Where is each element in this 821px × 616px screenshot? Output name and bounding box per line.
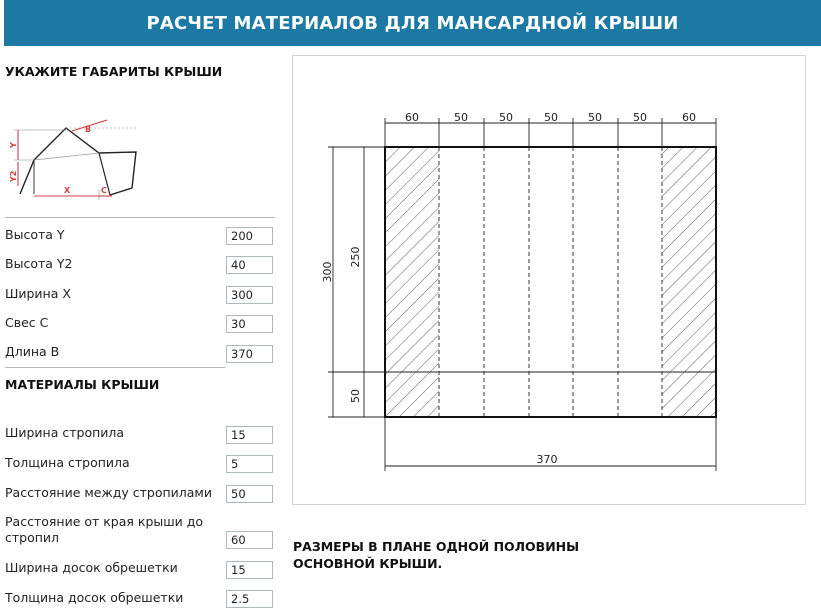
materials-section-title: МАТЕРИАЛЫ КРЫШИ bbox=[5, 377, 160, 392]
top-dim-label: 60 bbox=[682, 111, 696, 124]
rafter-width-input[interactable] bbox=[226, 426, 273, 444]
top-dim-label: 60 bbox=[405, 111, 419, 124]
page-title: РАСЧЕТ МАТЕРИАЛОВ ДЛЯ МАНСАРДНОЙ КРЫШИ bbox=[146, 12, 679, 34]
height-y-label: Высота Y bbox=[5, 227, 65, 242]
roof-profile-diagram bbox=[4, 118, 154, 203]
batten-width-label: Ширина досок обрешетки bbox=[5, 560, 178, 575]
overhang-c-label: Свес C bbox=[5, 315, 49, 330]
top-dim-label: 50 bbox=[454, 111, 468, 124]
plan-caption bbox=[293, 538, 579, 572]
diagram-label-b: B bbox=[85, 125, 92, 134]
length-b-label: Длина B bbox=[5, 344, 60, 359]
height-y2-input[interactable] bbox=[226, 256, 273, 274]
top-dim-label: 50 bbox=[499, 111, 513, 124]
height-y-input[interactable] bbox=[226, 227, 273, 245]
diagram-label-c: C bbox=[101, 186, 107, 195]
diagram-label-x: X bbox=[64, 186, 71, 195]
batten-width-input[interactable] bbox=[226, 561, 273, 579]
top-dim-label: 50 bbox=[633, 111, 647, 124]
width-x-input[interactable] bbox=[226, 286, 273, 304]
batten-thickness-input[interactable] bbox=[226, 590, 273, 608]
bottom-dim-label: 370 bbox=[536, 453, 558, 466]
diagram-label-y: Y bbox=[9, 142, 18, 148]
divider bbox=[5, 367, 225, 368]
rafter-spacing-label: Расстояние между стропилами bbox=[5, 485, 212, 500]
edge-strip-right bbox=[662, 147, 716, 417]
edge-to-rafter-label: Расстояние от края крыши до стропил bbox=[5, 514, 204, 545]
plan-caption-line2: ОСНОВНОЙ КРЫШИ. bbox=[293, 556, 443, 571]
rafter-width-label: Ширина стропила bbox=[5, 425, 125, 440]
diagram-label-y2: Y2 bbox=[9, 170, 18, 182]
length-b-input[interactable] bbox=[226, 345, 273, 363]
rafter-thickness-input[interactable] bbox=[226, 455, 273, 473]
left-dim-inner-top: 250 bbox=[349, 246, 362, 268]
left-dim-outer: 300 bbox=[321, 261, 334, 283]
app-header bbox=[4, 0, 821, 46]
roof-plan-drawing bbox=[293, 56, 805, 504]
left-dim-inner-bottom: 50 bbox=[349, 389, 362, 403]
top-dim-label: 50 bbox=[588, 111, 602, 124]
overhang-c-input[interactable] bbox=[226, 315, 273, 333]
edge-strip-left bbox=[385, 147, 439, 417]
plan-drawing-panel bbox=[292, 55, 806, 505]
rafter-spacing-input[interactable] bbox=[226, 485, 273, 503]
width-x-label: Ширина X bbox=[5, 286, 71, 301]
height-y2-label: Высота Y2 bbox=[5, 256, 73, 271]
top-dim-label: 50 bbox=[544, 111, 558, 124]
divider bbox=[5, 217, 275, 218]
rafter-thickness-label: Толщина стропила bbox=[5, 455, 130, 470]
plan-caption-line1: РАЗМЕРЫ В ПЛАНЕ ОДНОЙ ПОЛОВИНЫ bbox=[293, 539, 580, 554]
batten-thickness-label: Толщина досок обрешетки bbox=[5, 590, 184, 605]
dimensions-section-title: УКАЖИТЕ ГАБАРИТЫ КРЫШИ bbox=[5, 64, 223, 79]
edge-to-rafter-input[interactable] bbox=[226, 531, 273, 549]
